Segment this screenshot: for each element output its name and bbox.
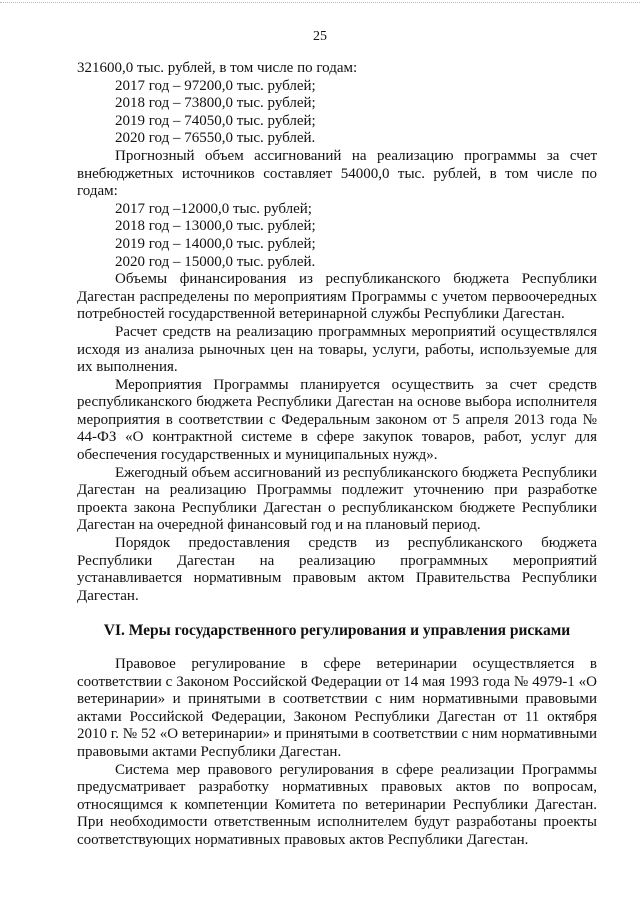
page-number: 25 <box>313 29 327 44</box>
paragraph: 2018 год – 13000,0 тыс. рублей; <box>115 218 316 235</box>
section-heading: VI. Меры государственного регулирования и управления рисками <box>103 622 571 640</box>
paragraph: 2017 год –12000,0 тыс. рублей; <box>115 200 312 217</box>
paragraph: 2020 год – 76550,0 тыс. рублей. <box>115 130 316 147</box>
paragraph: 2019 год – 14000,0 тыс. рублей; <box>115 235 316 252</box>
paragraph: 2018 год – 73800,0 тыс. рублей; <box>115 95 316 112</box>
paragraph: 2019 год – 74050,0 тыс. рублей; <box>115 112 316 129</box>
paragraph: 2017 год – 97200,0 тыс. рублей; <box>115 77 316 94</box>
paragraph: Система мер правового регулирования в сфере реализации Программы предусматривает разработку нормативных правовых актов по вопросам, относящимся к компетенции Комитета по ветеринарии Республики Дагестан. При необходимости ответственным исполнителем будут разработаны проекты соответствующих нормативных правовых актов Республики Дагестан. <box>77 761 597 848</box>
section-v-text <box>77 60 597 605</box>
document-body <box>77 60 597 850</box>
paragraph: Ежегодный объем ассигнований из республиканского бюджета Республики Дагестан на реализацию Программы подлежит уточнению при разработке проекта закона Республики Дагестан о республиканском бюджете Республики Дагестан на очередной финансовый год и на плановый период. <box>77 464 597 534</box>
paragraph: 321600,0 тыс. рублей, в том числе по годам: <box>77 60 358 76</box>
paragraph: Расчет средств на реализацию программных мероприятий осуществлялся исходя из анализа рыночных цен на товары, услуги, работы, используемые для их выполнения. <box>77 323 597 376</box>
paragraph: Прогнозный объем ассигнований на реализацию программы за счет внебюджетных источников составляет 54000,0 тыс. рублей, в том числе по годам: <box>77 147 597 200</box>
scan-edge-divider <box>0 2 640 5</box>
paragraph: Объемы финансирования из республиканского бюджета Республики Дагестан распределены по мероприятиям Программы с учетом первоочередных потребностей государственной ветеринарной службы Республики Дагестан. <box>77 271 597 323</box>
paragraph: Мероприятия Программы планируется осуществить за счет средств республиканского бюджета Республики Дагестан на основе выбора исполнителя мероприятия в соответствии с Федеральным законом от 5 апреля 2013 года № 44-ФЗ «О контрактной системе в сфере закупок товаров, работ, услуг для обеспечения государственных и муниципальных нужд». <box>77 376 597 464</box>
paragraph: Правовое регулирование в сфере ветеринарии осуществляется в соответствии с Законом Российской Федерации от 14 мая 1993 года № 4979-1 «О ветеринарии» и принятыми в соответствии с ним нормативными правовыми актами Российской Федерации, Законом Республики Дагестан от 11 октября 2010 г. № 52 «О ветеринарии» и принятыми в соответствии с ним нормативными правовыми актами Республики Дагестан. <box>77 656 597 760</box>
paragraph: Порядок предоставления средств из республиканского бюджета Республики Дагестан на реализацию программных мероприятий устанавливается нормативным правовым актом Правительства Республики Дагестан. <box>77 535 597 604</box>
paragraph: 2020 год – 15000,0 тыс. рублей. <box>115 253 316 270</box>
section-vi-text <box>77 656 597 850</box>
